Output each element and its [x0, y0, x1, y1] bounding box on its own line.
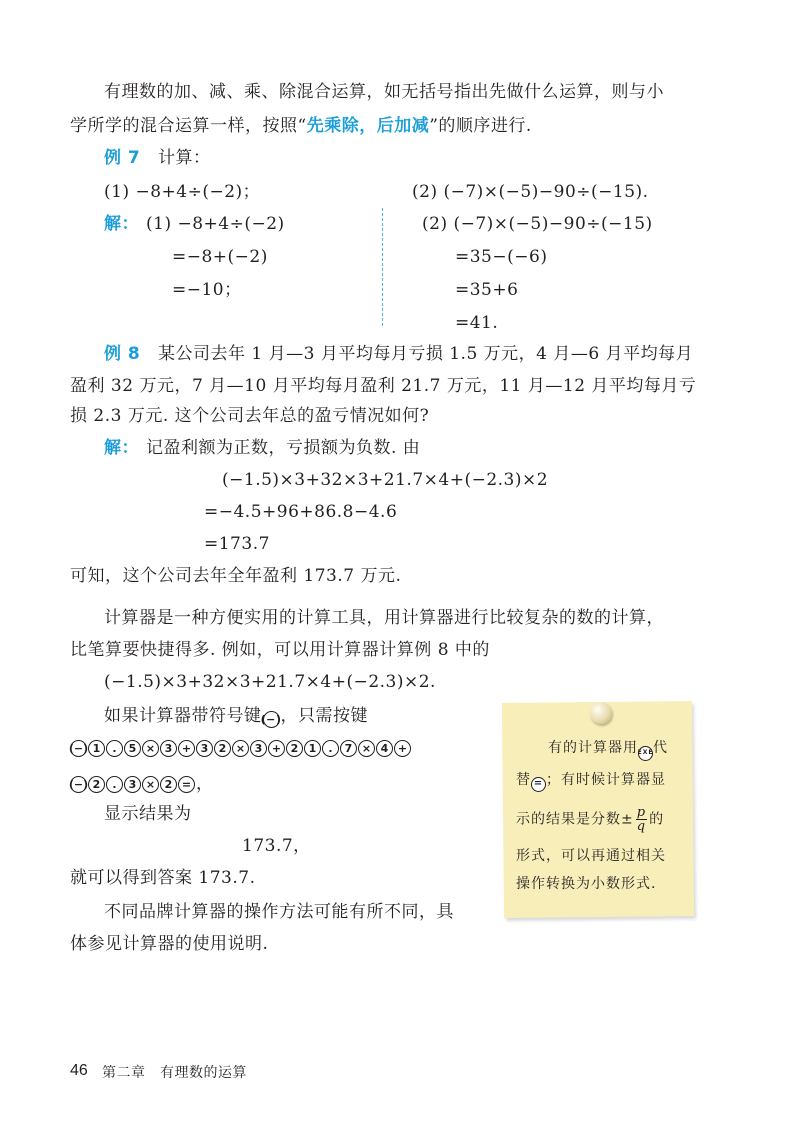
calc-key-icon: 2: [286, 740, 303, 757]
example-8-line-2: 盈利 32 万元，7 月—10 月平均每月盈利 21.7 万元，11 月—12 月平均每月亏: [70, 376, 697, 396]
note-line-2: [516, 770, 666, 790]
example-8-solution-text: 记盈利额为正数，亏损额为负数. 由: [146, 438, 421, 458]
calc-key-icon: 3: [250, 740, 267, 757]
calc-key-icon: ×: [358, 740, 375, 757]
intro-line-1: 有理数的加、减、乘、除混合运算，如无括号指出先做什么运算，则与小: [104, 82, 664, 102]
exe-key-icon: EXE: [638, 746, 653, 761]
calc-key-icon: .: [106, 740, 123, 757]
solution-2-step-4: =41.: [455, 313, 499, 333]
note-text: 替: [516, 772, 531, 788]
answer-line: 就可以得到答案 173.7.: [70, 868, 256, 888]
display-value: 173.7，: [242, 836, 311, 856]
column-divider: [382, 208, 383, 326]
example-7-question-2: (2) (−7)×(−5)−90÷(−15).: [412, 182, 649, 202]
calc-key-icon: =: [178, 776, 195, 793]
calculator-paragraph-line-1: 计算器是一种方便实用的计算工具，用计算器进行比较复杂的数的计算，: [104, 608, 664, 628]
fraction-numerator: p: [636, 805, 647, 820]
calc-key-icon: (−): [68, 777, 89, 791]
solution-1-step-1: (1) −8+4÷(−2): [146, 214, 285, 234]
intro-text-end: ”的顺序进行.: [429, 116, 532, 136]
example-8-line-3: 损 2.3 万元. 这个公司去年总的盈亏情况如何?: [70, 406, 430, 426]
intro-highlight: 先乘除，后加减: [306, 116, 430, 136]
intro-line-2: [70, 114, 532, 138]
example-8-conclusion: 可知，这个公司去年全年盈利 173.7 万元.: [70, 566, 402, 586]
note-text: 代: [653, 740, 668, 756]
example-8-calc-2: =−4.5+96+86.8−4.6: [204, 502, 398, 522]
calc-key-icon: +: [394, 740, 411, 757]
calculator-expression: (−1.5)×3+32×3+21.7×4+(−2.3)×2.: [104, 672, 436, 692]
note-line-4: 形式，可以再通过相关: [516, 848, 666, 864]
calc-key-icon: +: [178, 740, 195, 757]
note-text: 有的计算器用: [548, 740, 638, 756]
page-number: 46: [70, 1062, 88, 1079]
sign-key-icon: (−): [260, 713, 282, 726]
calc-key-icon: ×: [142, 740, 159, 757]
calc-key-icon: 5: [124, 740, 141, 757]
fraction-p-over-q: [636, 806, 647, 833]
sign-key-text: 如果计算器带符号键: [104, 706, 262, 726]
key-sequence-row-1: [70, 740, 411, 757]
calc-key-icon: 3: [196, 740, 213, 757]
equals-key-icon: =: [531, 777, 546, 792]
calc-key-icon: 2: [88, 776, 105, 793]
example-7-solution-label: 解：: [104, 214, 139, 234]
calc-key-icon: ×: [142, 776, 159, 793]
solution-2-step-1: (2) (−7)×(−5)−90÷(−15): [422, 214, 653, 234]
example-8-solution-label: 解：: [104, 438, 139, 458]
brand-note-line-2: 体参见计算器的使用说明.: [70, 934, 269, 954]
calc-key-icon: 3: [160, 740, 177, 757]
pushpin-icon: [590, 702, 612, 724]
calc-key-icon: 3: [124, 776, 141, 793]
display-label: 显示结果为: [104, 804, 192, 824]
note-text: 示的结果是分数±: [516, 811, 634, 828]
calc-key-icon: +: [268, 740, 285, 757]
calc-key-icon: 4: [376, 740, 393, 757]
key-sequence-punctuation: ，: [196, 774, 214, 794]
example-7-label: 例 7: [104, 148, 141, 168]
note-line-5: 操作转换为小数形式.: [516, 876, 657, 892]
calc-key-icon: ×: [232, 740, 249, 757]
solution-2-step-3: =35+6: [455, 280, 519, 300]
example-8-calc-1: (−1.5)×3+32×3+21.7×4+(−2.3)×2: [222, 470, 549, 490]
example-8-calc-3: =173.7: [204, 534, 270, 554]
calc-key-icon: (−): [68, 742, 89, 755]
note-line-1: [548, 738, 668, 759]
sign-key-text-end: ，只需按键: [280, 706, 368, 726]
note-text: 的: [649, 811, 665, 828]
calc-key-icon: 1: [88, 740, 105, 757]
fraction-denominator: q: [636, 819, 647, 834]
example-7-prompt: 计算：: [158, 148, 211, 168]
solution-1-step-2: =−8+(−2): [172, 247, 268, 267]
example-8-line-1: 某公司去年 1 月—3 月平均每月亏损 1.5 万元，4 月—6 月平均每月: [158, 344, 694, 364]
example-7-question-1: (1) −8+4÷(−2)；: [104, 182, 261, 202]
calculator-paragraph-line-2: 比笔算要快捷得多. 例如，可以用计算器计算例 8 中的: [70, 640, 490, 660]
calc-key-icon: 1: [304, 740, 321, 757]
solution-1-step-3: =−10；: [172, 280, 242, 300]
calc-key-icon: 7: [340, 740, 357, 757]
calc-key-icon: .: [106, 776, 123, 793]
sign-key-sentence: [104, 704, 368, 728]
calc-key-icon: 2: [214, 740, 231, 757]
example-8-label: 例 8: [104, 344, 141, 364]
chapter-title: 第二章 有理数的运算: [102, 1065, 247, 1081]
note-line-3: [516, 806, 664, 833]
note-text: ；有时候计算器显: [546, 772, 666, 788]
brand-note-line-1: 不同品牌计算器的操作方法可能有所不同，具: [104, 902, 454, 922]
key-sequence-row-2: [70, 772, 214, 796]
solution-2-step-2: =35−(−6): [455, 247, 548, 267]
calc-key-icon: .: [322, 740, 339, 757]
calc-key-icon: 2: [160, 776, 177, 793]
intro-text: 学所学的混合运算一样，按照“: [70, 116, 307, 136]
